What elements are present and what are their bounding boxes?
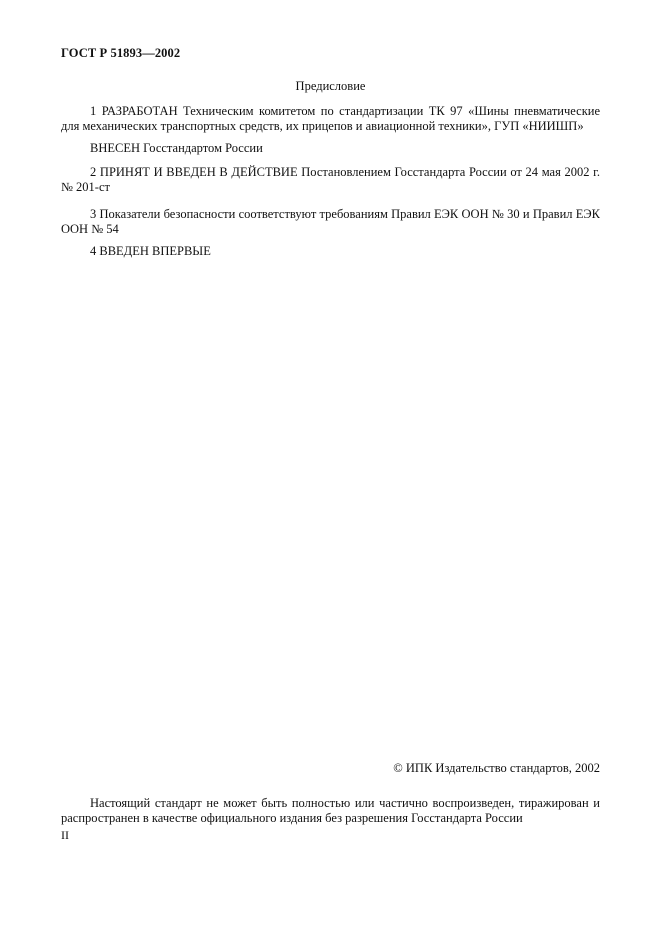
paragraph-safety-requirements: 3 Показатели безопасности соответствуют требованиям Правил ЕЭК ООН № 30 и Правил ЕЭК ООН № 54	[61, 207, 600, 236]
document-code-header: ГОСТ Р 51893—2002	[61, 46, 181, 60]
copyright-line: © ИПК Издательство стандартов, 2002	[393, 761, 600, 775]
paragraph-adopted: 2 ПРИНЯТ И ВВЕДЕН В ДЕЙСТВИЕ Постановлением Госстандарта России от 24 мая 2002 г. № 201-ст	[61, 165, 600, 194]
paragraph-introduced-by: ВНЕСЕН Госстандартом России	[90, 141, 263, 155]
page-number: II	[61, 828, 69, 842]
section-title: Предисловие	[295, 79, 366, 93]
reproduction-notice: Настоящий стандарт не может быть полностью или частично воспроизведен, тиражирован и распространен в качестве официального издания без разрешения Госстандарта России	[61, 796, 600, 825]
paragraph-developed-by: 1 РАЗРАБОТАН Техническим комитетом по стандартизации ТК 97 «Шины пневматические для механических транспортных средств, их прицепов и авиационной техники», ГУП «НИИШП»	[61, 104, 600, 133]
paragraph-first-introduced: 4 ВВЕДЕН ВПЕРВЫЕ	[90, 244, 211, 258]
